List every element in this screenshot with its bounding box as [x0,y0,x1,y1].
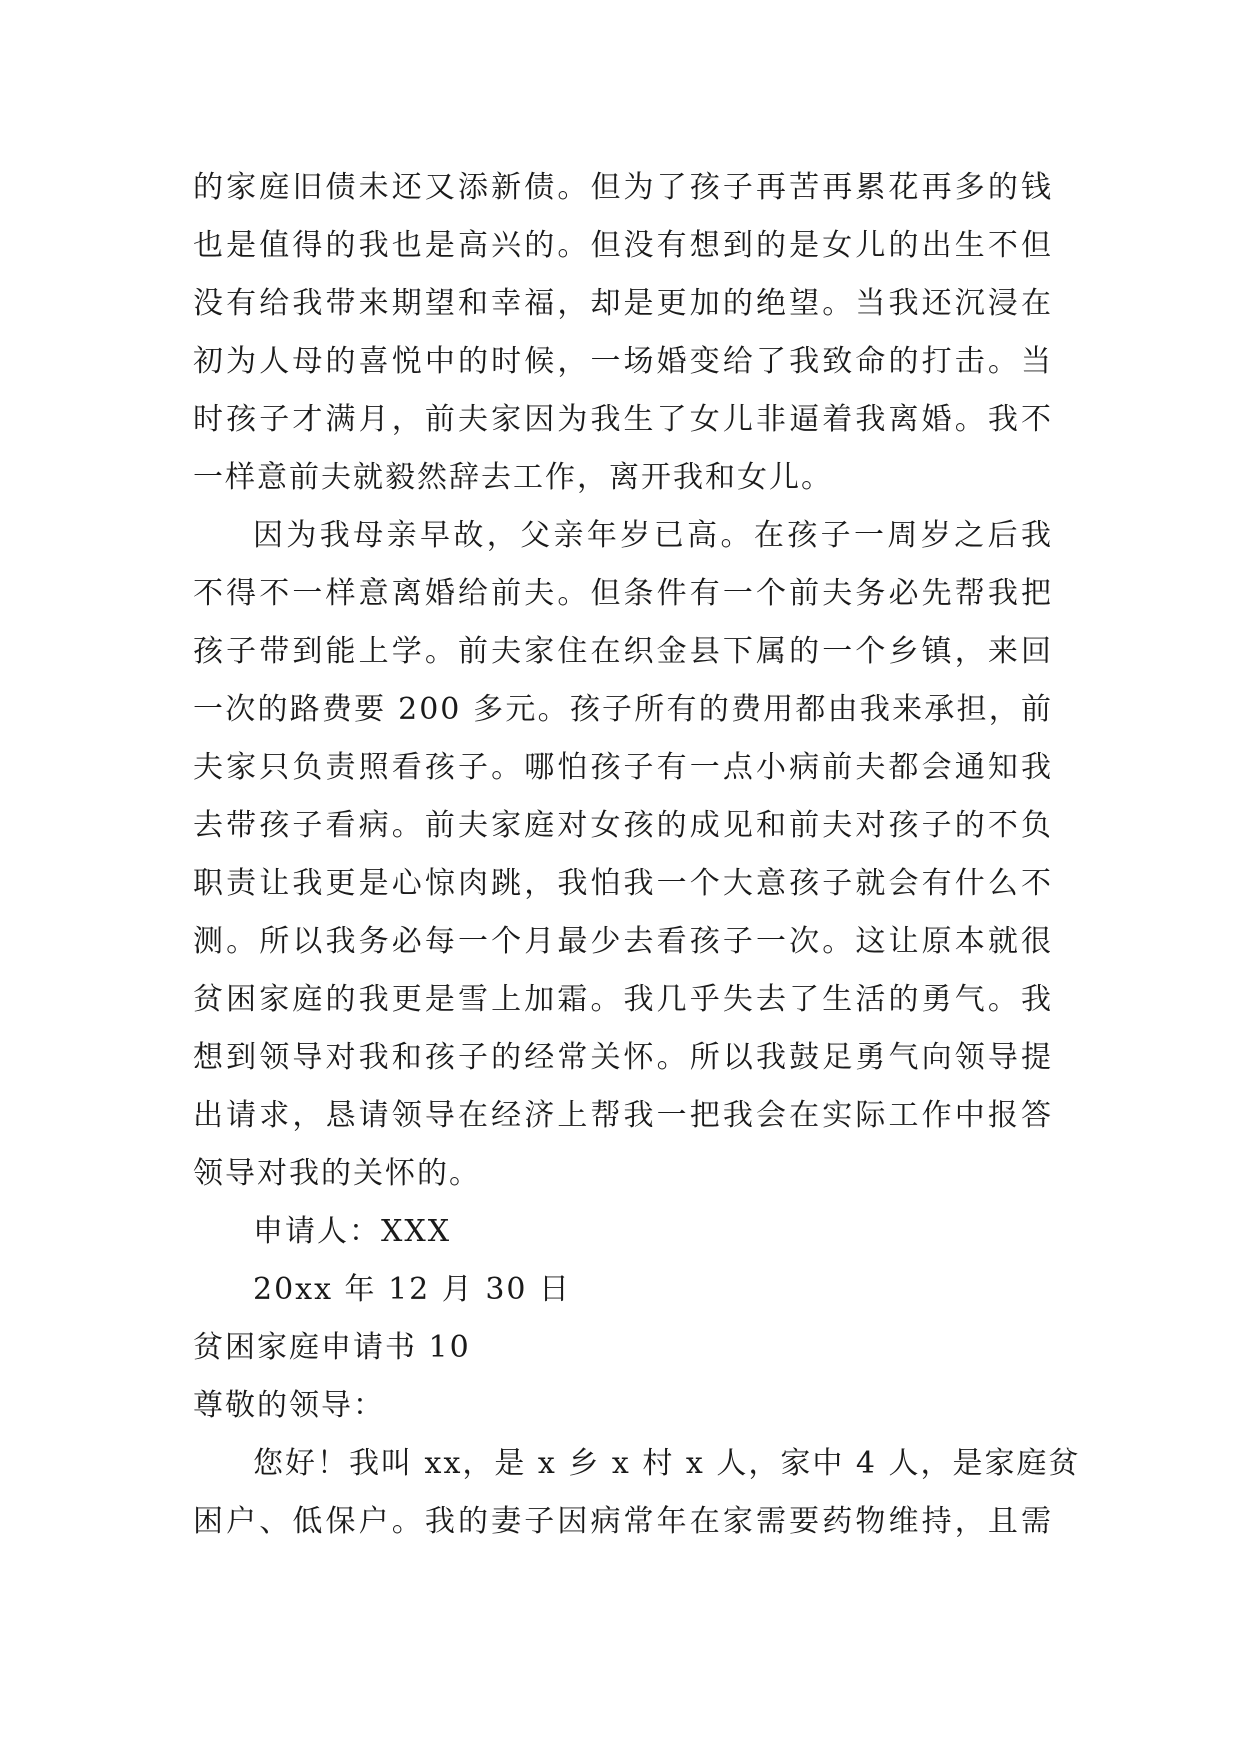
text-line: 一样意前夫就毅然辞去工作，离开我和女儿。 [193,460,833,495]
text-line: 想到领导对我和孩子的经常关怀。所以我鼓足勇气向领导提 [193,1040,1053,1075]
text-line: 困户、低保户。我的妻子因病常年在家需要药物维持，且需 [193,1504,1053,1539]
text-line: 初为人母的喜悦中的时候，一场婚变给了我致命的打击。当 [193,344,1053,379]
applicant-signature: 申请人：XXX [253,1214,452,1249]
text-line: 贫困家庭的我更是雪上加霜。我几乎失去了生活的勇气。我 [193,982,1053,1017]
text-line: 去带孩子看病。前夫家庭对女孩的成见和前夫对孩子的不负 [193,808,1053,843]
text-line: 一次的路费要 200 多元。孩子所有的费用都由我来承担，前 [193,692,1053,727]
text-line: 不得不一样意离婚给前夫。但条件有一个前夫务必先帮我把 [193,576,1053,611]
text-line: 的家庭旧债未还又添新债。但为了孩子再苦再累花再多的钱 [193,170,1053,205]
text-line: 没有给我带来期望和幸福，却是更加的绝望。当我还沉浸在 [193,286,1053,321]
text-line: 夫家只负责照看孩子。哪怕孩子有一点小病前夫都会通知我 [193,750,1053,785]
text-line: 时孩子才满月，前夫家因为我生了女儿非逼着我离婚。我不 [193,402,1053,437]
document-body [193,159,1081,1551]
text-line: 领导对我的关怀的。 [193,1156,481,1191]
text-line: 因为我母亲早故，父亲年岁已高。在孩子一周岁之后我 [253,518,1053,553]
text-line: 出请求，恳请领导在经济上帮我一把我会在实际工作中报答 [193,1098,1053,1133]
signature-date: 20xx 年 12 月 30 日 [253,1272,572,1307]
text-line: 职责让我更是心惊肉跳，我怕我一个大意孩子就会有什么不 [193,866,1053,901]
text-line: 测。所以我务必每一个月最少去看孩子一次。这让原本就很 [193,924,1053,959]
section-title: 贫困家庭申请书 10 [193,1330,471,1365]
text-line: 孩子带到能上学。前夫家住在织金县下属的一个乡镇，来回 [193,634,1053,669]
text-line: 您好！我叫 xx，是 x 乡 x 村 x 人，家中 4 人，是家庭贫 [253,1446,1081,1481]
paragraph-2 [193,507,1053,1203]
text-line: 也是值得的我也是高兴的。但没有想到的是女儿的出生不但 [193,228,1053,263]
paragraph-1 [193,159,1053,507]
salutation: 尊敬的领导： [193,1388,385,1423]
paragraph-3 [193,1435,1081,1551]
